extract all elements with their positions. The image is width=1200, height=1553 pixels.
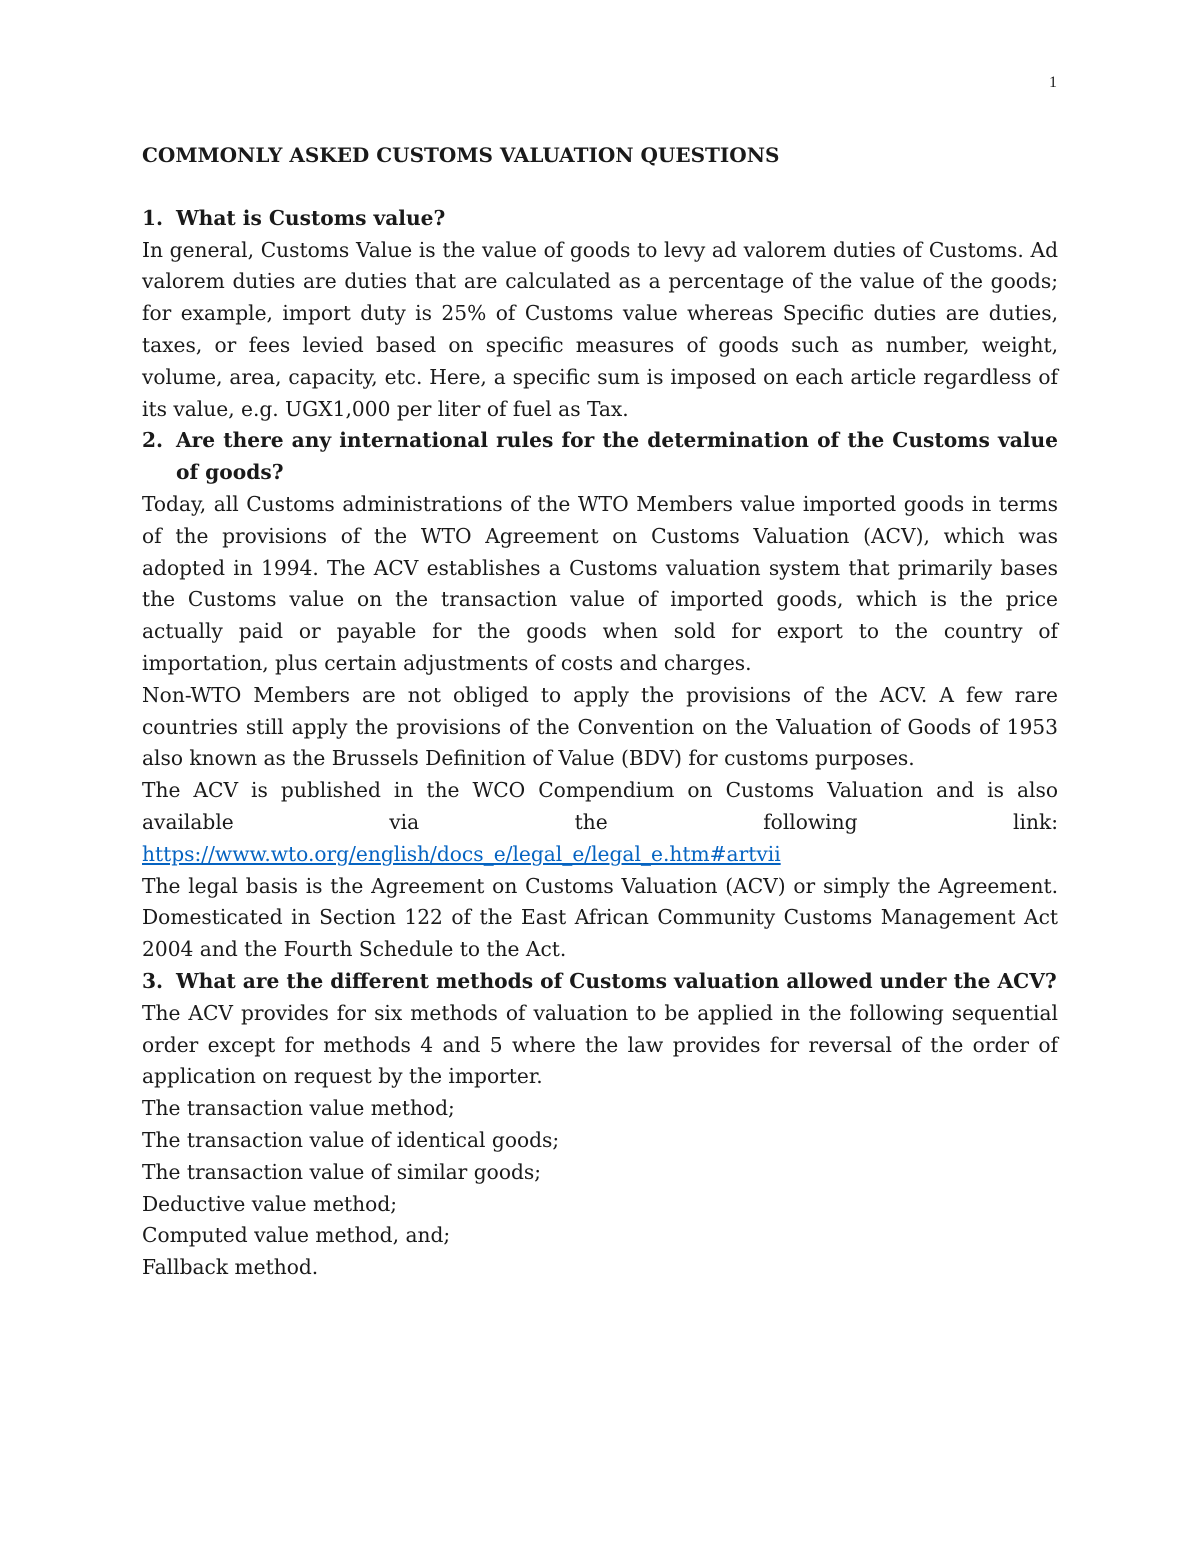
method-item: The transaction value of similar goods; bbox=[142, 1159, 542, 1184]
answer-2-paragraph-4: The legal basis is the Agreement on Customs Valuation (ACV) or simply the Agreement. Domesticated in Section 122 of the East African Community Customs Management Act 2004 and the Fourth Schedule to the Act. bbox=[142, 873, 1058, 962]
page-number: 1 bbox=[1049, 74, 1057, 91]
method-item: Computed value method, and; bbox=[142, 1223, 451, 1248]
wto-legal-link[interactable]: https://www.wto.org/english/docs_e/legal_e/legal_e.htm#artvii bbox=[142, 841, 781, 866]
answer-1: In general, Customs Value is the value of goods to levy ad valorem duties of Customs. Ad valorem duties are duties that are calculated as a percentage of the value of the goods; for example, import duty is 25% of Customs value whereas Specific duties are duties, taxes, or fees levied based on specific measures of goods such as number, weight, volume, area, capacity, etc. Here, a specific sum is imposed on each article regardless of its value, e.g. UGX1,000 per liter of fuel as Tax. bbox=[142, 237, 1058, 421]
method-item: The transaction value method; bbox=[142, 1096, 455, 1121]
question-3-number: 3. bbox=[142, 968, 164, 993]
valuation-methods-list bbox=[142, 1093, 1058, 1284]
method-item: The transaction value of identical goods; bbox=[142, 1127, 560, 1152]
document-title: COMMONLY ASKED CUSTOMS VALUATION QUESTIONS bbox=[142, 143, 780, 167]
answer-2-paragraph-1: Today, all Customs administrations of the WTO Members value imported goods in terms of the provisions of the WTO Agreement on Customs Valuation (ACV), which was adopted in 1994. The ACV establishes a Customs valuation system that primarily bases the Customs value on the transaction value of imported goods, which is the price actually paid or payable for the goods when sold for export to the country of importation, plus certain adjustments of costs and charges. bbox=[142, 491, 1058, 675]
answer-2-paragraph-3: The ACV is published in the WCO Compendium on Customs Valuation and is also available via the following link: bbox=[142, 778, 1058, 834]
link-paragraph bbox=[142, 839, 1058, 871]
question-1 bbox=[142, 203, 1058, 235]
method-item: Fallback method. bbox=[142, 1255, 319, 1280]
method-item: Deductive value method; bbox=[142, 1191, 398, 1216]
question-2-text: Are there any international rules for the determination of the Customs value of goods? bbox=[176, 428, 1058, 485]
answer-3: The ACV provides for six methods of valuation to be applied in the following sequential order except for methods 4 and 5 where the law provides for reversal of the order of application on request by the importer. bbox=[142, 1000, 1058, 1089]
question-3-text: What are the different methods of Customs valuation allowed under the ACV? bbox=[176, 968, 1057, 993]
question-1-number: 1. bbox=[142, 205, 164, 230]
question-2 bbox=[142, 425, 1058, 489]
document-body bbox=[142, 140, 1058, 1284]
question-2-number: 2. bbox=[142, 428, 164, 453]
question-1-text: What is Customs value? bbox=[176, 205, 446, 230]
question-3 bbox=[142, 966, 1058, 998]
answer-2-paragraph-2: Non-WTO Members are not obliged to apply the provisions of the ACV. A few rare countries still apply the provisions of the Convention on the Valuation of Goods of 1953 also known as the Brussels Definition of Value (BDV) for customs purposes. bbox=[142, 682, 1058, 771]
